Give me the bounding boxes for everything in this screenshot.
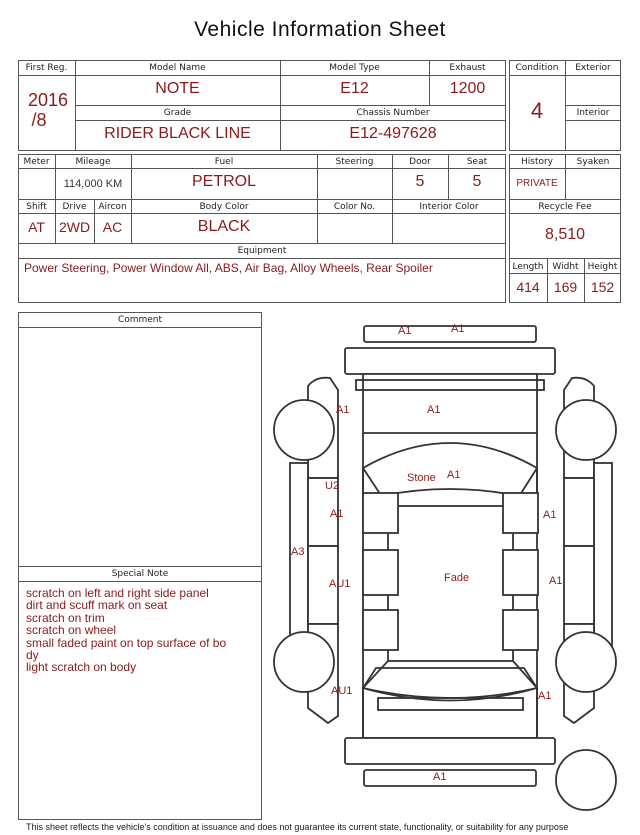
recycle-fee-value: 8,510 <box>544 226 586 243</box>
steering-label: Steering <box>335 157 374 167</box>
special-note-item: scratch on left and right side panel <box>26 586 209 600</box>
seat-value: 5 <box>472 173 482 190</box>
damage-mark: A1 <box>330 508 344 520</box>
disclaimer-footer: This sheet reflects the vehicle's condition at issuance and does not guarantee its current state, functionality, or suitability for any purpose <box>26 822 569 832</box>
first-reg-year: 2016 <box>27 90 69 110</box>
aircon-label: Aircon <box>98 202 127 212</box>
special-note-item: light scratch on body <box>26 660 137 675</box>
length-label: Length <box>512 262 544 272</box>
mileage-label: Mileage <box>75 157 111 167</box>
interior-color-label: Interior Color <box>419 202 479 212</box>
damage-mark: A3 <box>291 546 305 558</box>
special-note-item: scratch on trim <box>26 610 105 625</box>
special-note-item: small faded paint on top surface of bo <box>26 635 227 650</box>
special-note-item: dirt and scuff mark on seat <box>26 598 168 613</box>
damage-mark: A1 <box>447 469 461 481</box>
chassis-number-label: Chassis Number <box>356 108 430 118</box>
shift-value: AT <box>28 219 45 235</box>
seat-label: Seat <box>466 157 488 167</box>
height-label: Height <box>587 262 618 272</box>
equipment-label: Equipment <box>237 246 287 256</box>
damage-mark: Stone <box>407 472 436 484</box>
width-label: Widht <box>552 262 579 272</box>
drive-label: Drive <box>62 202 87 212</box>
equipment-value: Power Steering, Power Window All, ABS, Air Bag, Alloy Wheels, Rear Spoiler <box>24 261 433 275</box>
damage-mark: AU1 <box>329 578 351 590</box>
damage-mark: A1 <box>398 325 412 337</box>
aircon-value: AC <box>102 219 123 235</box>
exhaust-label: Exhaust <box>449 63 486 73</box>
shift-label: Shift <box>26 202 47 212</box>
body-color-label: Body Color <box>199 202 249 212</box>
mileage-value: 114,000 KM <box>63 178 123 190</box>
damage-mark: A1 <box>336 404 350 416</box>
length-value: 414 <box>516 279 540 295</box>
recycle-fee-label: Recycle Fee <box>538 202 592 212</box>
grade-value: RIDER BLACK LINE <box>104 125 251 142</box>
chassis-number-value: E12-497628 <box>349 125 437 142</box>
model-name-value: NOTE <box>155 80 200 97</box>
first-reg-month: /8 <box>31 110 47 130</box>
width-value: 169 <box>553 279 578 295</box>
exhaust-value: 1200 <box>449 80 486 97</box>
interior-label: Interior <box>576 108 610 118</box>
condition-label: Condition <box>515 63 559 73</box>
damage-mark: Fade <box>444 572 470 584</box>
first-reg-label: First Reg. <box>25 63 68 73</box>
special-note-item: dy <box>26 648 39 663</box>
meter-label: Meter <box>23 157 50 167</box>
damage-mark: A1 <box>538 690 552 702</box>
car-damage-diagram <box>268 318 634 820</box>
door-value: 5 <box>415 173 425 190</box>
special-note-item: scratch on wheel <box>26 623 117 638</box>
model-name-label: Model Name <box>149 63 206 73</box>
history-value: PRIVATE <box>516 178 558 189</box>
condition-value: 4 <box>530 98 544 123</box>
fuel-label: Fuel <box>214 157 234 167</box>
syaken-label: Syaken <box>576 157 610 167</box>
damage-mark: U2 <box>325 480 340 492</box>
damage-mark: A1 <box>427 404 441 416</box>
height-value: 152 <box>590 279 615 295</box>
model-type-label: Model Type <box>329 63 380 73</box>
comment-label: Comment <box>117 315 163 325</box>
special-note-list <box>26 587 258 674</box>
damage-mark: A1 <box>433 771 447 783</box>
fuel-value: PETROL <box>191 173 256 190</box>
damage-mark: A1 <box>549 575 563 587</box>
drive-value: 2WD <box>58 219 91 235</box>
damage-mark: A1 <box>543 509 557 521</box>
page-title: Vehicle Information Sheet <box>194 18 446 41</box>
body-color-value: BLACK <box>197 218 251 235</box>
history-label: History <box>520 157 554 167</box>
color-no-label: Color No. <box>333 202 376 212</box>
exterior-label: Exterior <box>575 63 611 73</box>
damage-mark: A1 <box>451 323 465 335</box>
damage-mark: AU1 <box>331 685 353 697</box>
door-label: Door <box>409 157 431 167</box>
special-note-label: Special Note <box>111 569 169 579</box>
model-type-value: E12 <box>340 80 369 97</box>
grade-label: Grade <box>163 108 192 118</box>
